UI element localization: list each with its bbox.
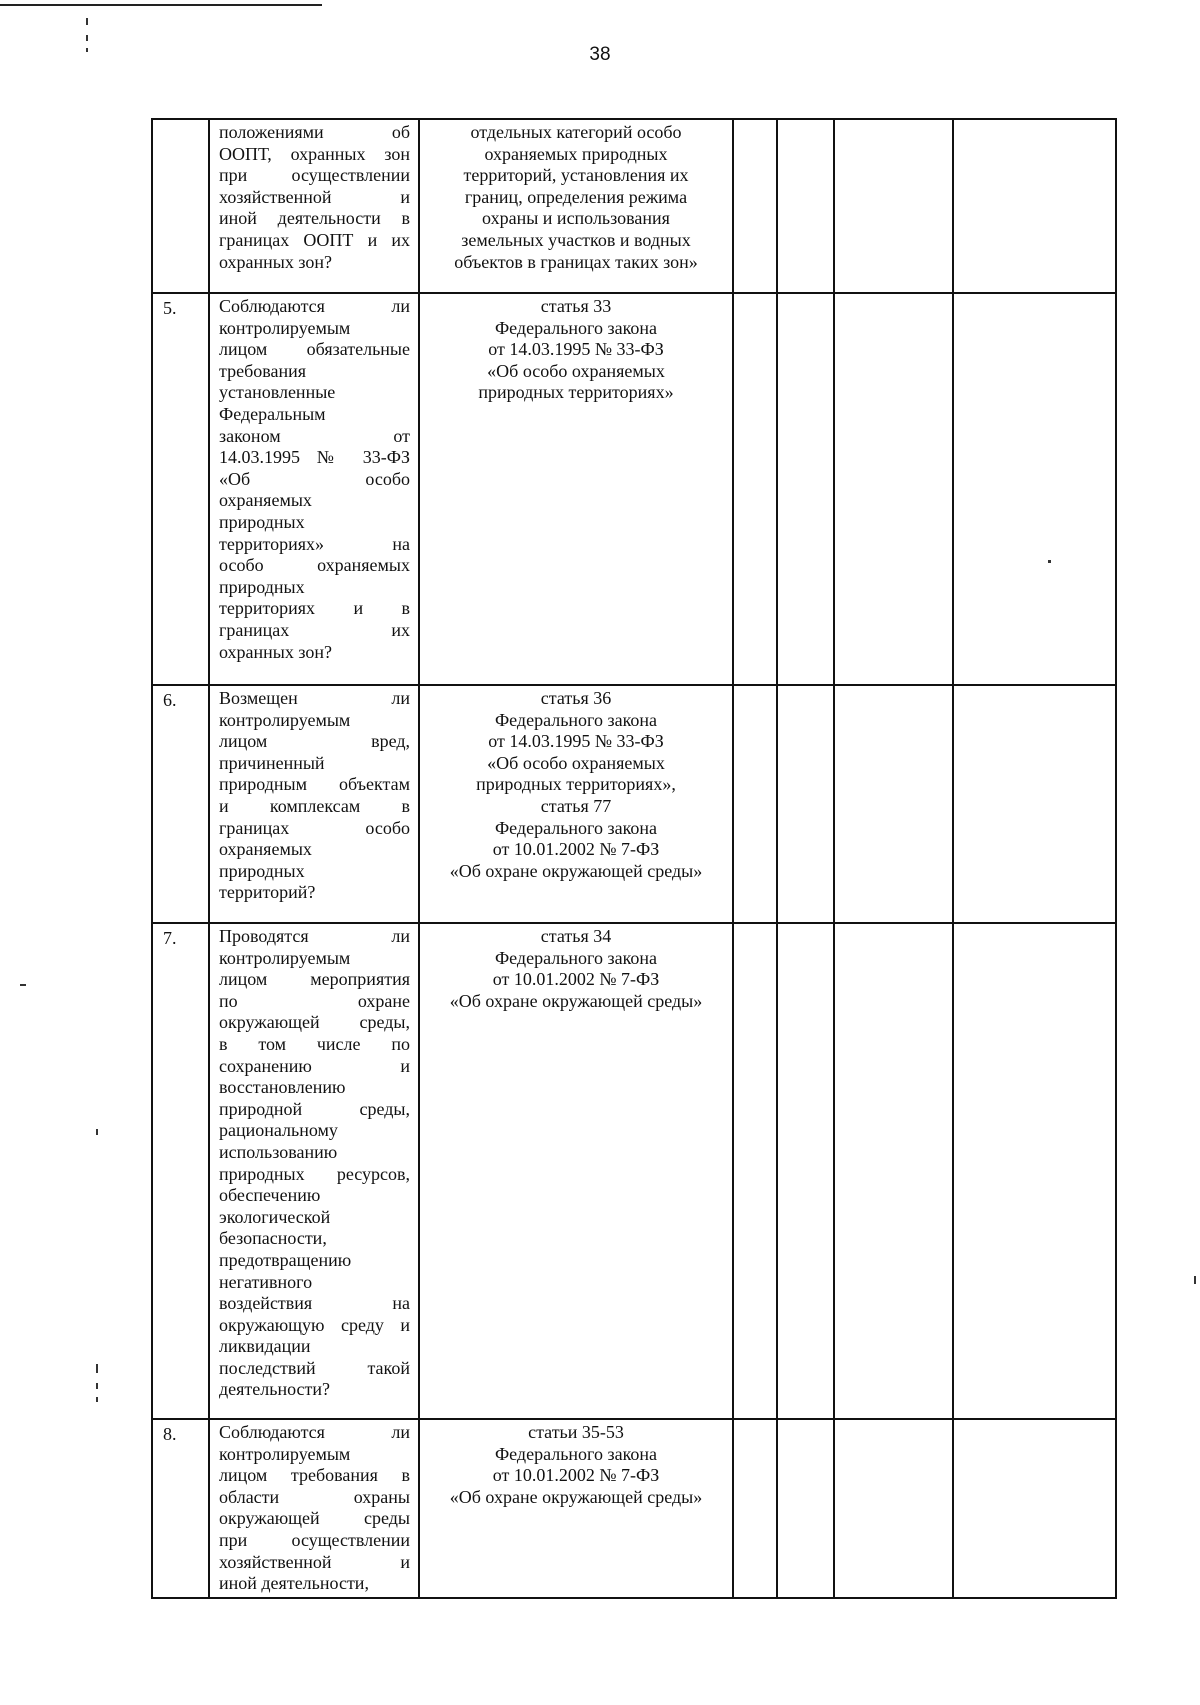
question-line: окружающей среды, <box>219 1012 410 1033</box>
question-line: территориях» на <box>219 533 410 554</box>
answer-yes-cell <box>733 119 777 293</box>
reference-line: «Об охране окружающей среды» <box>449 990 703 1011</box>
question-line: последствий такой <box>219 1357 410 1378</box>
reference-line: «Об охране окружающей среды» <box>449 1486 703 1507</box>
legal-reference-cell <box>419 685 733 923</box>
answer-no-cell <box>777 923 834 1419</box>
question-cell <box>209 293 419 685</box>
scan-speck <box>1194 1276 1196 1284</box>
question-line: обеспечению <box>219 1185 321 1206</box>
question-line: природной среды, <box>219 1098 410 1119</box>
table-row <box>152 923 1116 1419</box>
reference-line: Федерального закона <box>494 947 658 968</box>
question-line: природных ресурсов, <box>219 1163 410 1184</box>
question-line: контролируемым <box>219 317 351 338</box>
question-cell <box>209 685 419 923</box>
question-line: иной деятельности в <box>219 208 410 229</box>
question-line: окружающей среды <box>219 1508 410 1529</box>
question-line: Соблюдаются ли <box>219 296 410 316</box>
question-line: территорий? <box>219 882 316 903</box>
question-line: контролируемым <box>219 947 351 968</box>
checklist-table <box>151 118 1117 1599</box>
answer-no-cell <box>777 1419 834 1598</box>
reference-line: статья 36 <box>540 688 612 708</box>
question-line: границах особо <box>219 817 410 838</box>
answer-yes-cell <box>733 685 777 923</box>
not-applicable-cell <box>834 1419 953 1598</box>
reference-line: объектов в границах таких зон» <box>454 251 698 272</box>
table-row <box>152 293 1116 685</box>
question-line: области охраны <box>219 1486 410 1507</box>
question-line: охраняемых <box>219 490 312 511</box>
reference-line: от 10.01.2002 № 7-ФЗ <box>492 969 660 990</box>
question-line: Соблюдаются ли <box>219 1422 410 1442</box>
page-number: 38 <box>589 44 611 65</box>
row-number-cell: 6. <box>152 685 209 923</box>
question-line: использованию <box>219 1141 338 1162</box>
question-line: хозяйственной и <box>219 1551 410 1572</box>
question-line: сохранению и <box>219 1055 410 1076</box>
question-line: лицом вред, <box>219 731 410 752</box>
reference-line: «Об особо охраняемых <box>487 752 665 773</box>
legal-reference-cell <box>419 1419 733 1598</box>
question-line: ликвидации <box>219 1336 311 1357</box>
not-applicable-cell <box>834 119 953 293</box>
reference-line: «Об особо охраняемых <box>487 360 665 381</box>
question-cell <box>209 923 419 1419</box>
question-line: требования <box>219 360 307 381</box>
reference-line: от 14.03.1995 № 33-ФЗ <box>488 731 664 752</box>
question-line: 14.03.1995 № 33-ФЗ <box>219 447 410 468</box>
reference-line: охраняемых природных <box>484 143 668 164</box>
note-cell <box>953 293 1116 685</box>
question-line: при осуществлении <box>219 165 410 186</box>
reference-line: природных территориях», <box>476 774 676 795</box>
row-number-cell <box>152 119 209 293</box>
question-line: лицом мероприятия <box>219 969 410 990</box>
scan-speck <box>20 984 26 986</box>
row-number-cell: 7. <box>152 923 209 1419</box>
scan-speck <box>86 35 88 41</box>
reference-line: от 10.01.2002 № 7-ФЗ <box>492 839 660 860</box>
note-cell <box>953 923 1116 1419</box>
question-line: природных <box>219 860 305 881</box>
answer-yes-cell <box>733 1419 777 1598</box>
reference-line: Федерального закона <box>494 709 658 730</box>
table-row <box>152 1419 1116 1598</box>
question-line: восстановлению <box>219 1077 346 1098</box>
question-line: Возмещен ли <box>219 688 410 708</box>
question-line: охранных зон? <box>219 251 333 272</box>
question-line: при осуществлении <box>219 1529 410 1550</box>
row-number-cell: 8. <box>152 1419 209 1598</box>
table-row <box>152 685 1116 923</box>
question-line: ООПТ, охранных зон <box>219 143 410 164</box>
reference-line: Федерального закона <box>494 1443 658 1464</box>
question-line: природных <box>219 576 305 597</box>
question-line: законом от <box>219 425 410 446</box>
reference-line: от 14.03.1995 № 33-ФЗ <box>488 339 664 360</box>
question-line: безопасности, <box>219 1228 327 1249</box>
reference-line: Федерального закона <box>494 317 658 338</box>
question-line: положениями об <box>219 122 410 142</box>
question-line: границах ООПТ и их <box>219 229 410 250</box>
legal-reference-cell <box>419 293 733 685</box>
row-number-cell: 5. <box>152 293 209 685</box>
question-line: деятельности? <box>219 1379 331 1400</box>
reference-line: территорий, установления их <box>463 165 689 186</box>
reference-line: отдельных категорий особо <box>470 122 682 142</box>
table-row <box>152 119 1116 293</box>
question-line: Федеральным <box>219 403 326 424</box>
table-body <box>152 119 1116 1598</box>
question-line: и комплексам в <box>219 795 410 816</box>
reference-line: границ, определения режима <box>464 186 688 207</box>
reference-line: «Об охране окружающей среды» <box>449 860 703 881</box>
question-line: рациональному <box>219 1120 338 1141</box>
question-line: негативного <box>219 1271 313 1292</box>
question-line: экологической <box>219 1206 331 1227</box>
legal-reference-cell <box>419 923 733 1419</box>
question-line: Проводятся ли <box>219 926 410 946</box>
question-line: окружающую среду и <box>219 1314 410 1335</box>
answer-yes-cell <box>733 923 777 1419</box>
scan-speck <box>96 1129 98 1135</box>
question-line: природных <box>219 511 305 532</box>
question-line: охранных зон? <box>219 641 333 662</box>
question-line: иной деятельности, <box>219 1573 369 1594</box>
reference-line: статьи 35-53 <box>528 1422 624 1442</box>
scan-speck <box>96 1383 98 1389</box>
scan-speck <box>96 1397 98 1402</box>
note-cell <box>953 685 1116 923</box>
question-line: установленные <box>219 382 336 403</box>
scan-speck <box>96 1364 98 1373</box>
question-line: природным объектам <box>219 774 410 795</box>
scan-speck <box>86 18 88 25</box>
reference-line: природных территориях» <box>478 382 674 403</box>
question-line: по охране <box>219 990 410 1011</box>
not-applicable-cell <box>834 923 953 1419</box>
reference-line: охраны и использования <box>482 208 670 229</box>
question-line: территориях и в <box>219 598 410 619</box>
reference-line: статья 34 <box>540 926 612 946</box>
not-applicable-cell <box>834 293 953 685</box>
reference-line: земельных участков и водных <box>461 229 691 250</box>
question-line: причиненный <box>219 752 325 773</box>
question-cell <box>209 1419 419 1598</box>
question-line: лицом требования в <box>219 1465 410 1486</box>
question-line: в том числе по <box>219 1033 410 1054</box>
question-line: контролируемым <box>219 709 351 730</box>
reference-line: Федерального закона <box>494 817 658 838</box>
question-line: границах их <box>219 619 410 640</box>
question-line: контролируемым <box>219 1443 351 1464</box>
reference-line: статья 77 <box>540 795 612 816</box>
answer-yes-cell <box>733 293 777 685</box>
legal-reference-cell <box>419 119 733 293</box>
reference-line: статья 33 <box>540 296 612 316</box>
answer-no-cell <box>777 685 834 923</box>
question-cell <box>209 119 419 293</box>
answer-no-cell <box>777 119 834 293</box>
scan-edge-line <box>0 4 322 6</box>
question-line: охраняемых <box>219 839 312 860</box>
question-line: воздействия на <box>219 1293 410 1314</box>
not-applicable-cell <box>834 685 953 923</box>
question-line: хозяйственной и <box>219 186 410 207</box>
note-cell <box>953 119 1116 293</box>
question-line: лицом обязательные <box>219 339 410 360</box>
question-line: предотвращению <box>219 1249 352 1270</box>
reference-line: от 10.01.2002 № 7-ФЗ <box>492 1465 660 1486</box>
note-cell <box>953 1419 1116 1598</box>
question-line: особо охраняемых <box>219 555 410 576</box>
answer-no-cell <box>777 293 834 685</box>
question-line: «Об особо <box>219 468 410 489</box>
